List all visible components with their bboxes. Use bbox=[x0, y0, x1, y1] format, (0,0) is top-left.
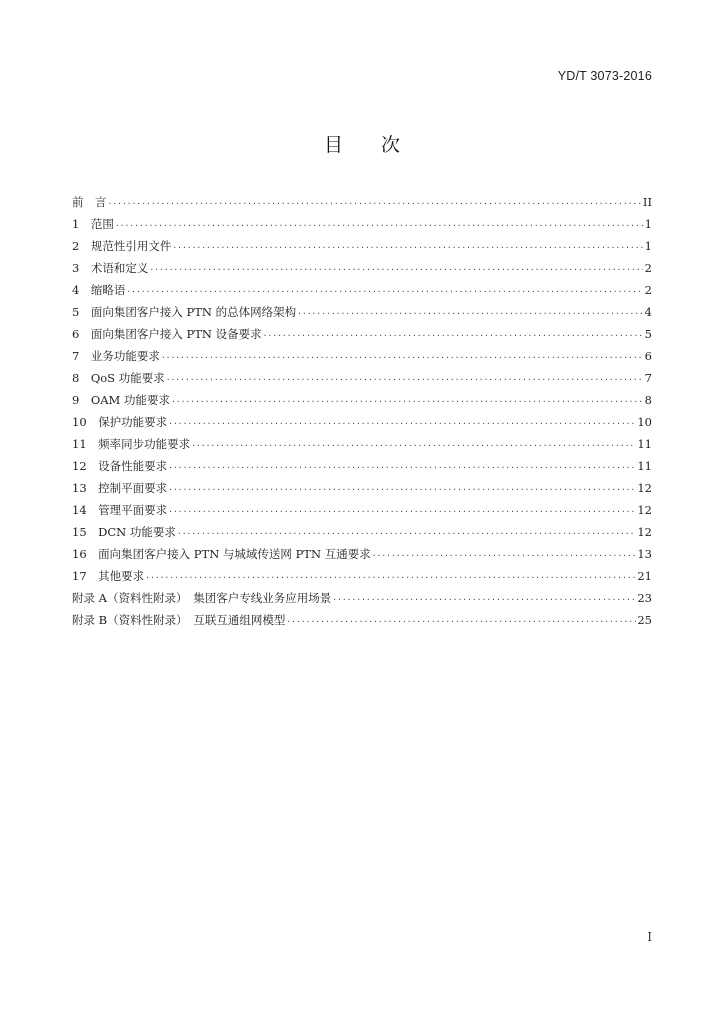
toc-entry-page: 11 bbox=[637, 459, 652, 473]
leader-dots bbox=[297, 303, 643, 325]
leader-dots bbox=[168, 457, 636, 479]
toc-entry[interactable] bbox=[72, 543, 652, 565]
leader-dots bbox=[126, 281, 643, 303]
toc-entry-page: 12 bbox=[637, 525, 652, 539]
toc-entry-page: 7 bbox=[644, 371, 652, 385]
toc-entry-page: 25 bbox=[637, 613, 652, 627]
toc-entry-label: 16 面向集团客户接入 PTN 与城域传送网 PTN 互通要求 bbox=[72, 547, 371, 561]
leader-dots bbox=[172, 237, 643, 259]
toc-entry-label: 4 缩略语 bbox=[72, 283, 126, 297]
toc-entry-label: 13 控制平面要求 bbox=[72, 481, 168, 495]
leader-dots bbox=[168, 479, 636, 501]
toc-entry[interactable] bbox=[72, 301, 652, 323]
toc-entry[interactable] bbox=[72, 257, 652, 279]
page-number: I bbox=[647, 930, 652, 944]
toc-entry-label: 7 业务功能要求 bbox=[72, 349, 160, 363]
toc-entry[interactable] bbox=[72, 213, 652, 235]
toc-entry-label: 8 QoS 功能要求 bbox=[72, 371, 165, 385]
toc-entry-page: 21 bbox=[637, 569, 652, 583]
toc-entry-page: 10 bbox=[637, 415, 652, 429]
toc-entry-label: 2 规范性引用文件 bbox=[72, 239, 172, 253]
toc-entry-label: 附录 B（资料性附录） 互联互通组网模型 bbox=[72, 613, 286, 627]
toc-entry[interactable] bbox=[72, 411, 652, 433]
toc-entry-page: 12 bbox=[637, 503, 652, 517]
leader-dots bbox=[161, 347, 643, 369]
toc-entry-page: II bbox=[642, 195, 652, 209]
standard-code: YD/T 3073-2016 bbox=[557, 69, 652, 83]
toc-entry[interactable] bbox=[72, 455, 652, 477]
toc-entry-page: 2 bbox=[644, 261, 652, 275]
toc-entry[interactable] bbox=[72, 499, 652, 521]
leader-dots bbox=[115, 215, 643, 237]
toc-entry[interactable] bbox=[72, 433, 652, 455]
toc-entry-page: 6 bbox=[644, 349, 652, 363]
toc-entry[interactable] bbox=[72, 389, 652, 411]
leader-dots bbox=[171, 391, 643, 413]
leader-dots bbox=[191, 435, 636, 457]
toc-entry[interactable] bbox=[72, 565, 652, 587]
leader-dots bbox=[149, 259, 643, 281]
toc-entry-label: 14 管理平面要求 bbox=[72, 503, 168, 517]
toc-entry-label: 15 DCN 功能要求 bbox=[72, 525, 176, 539]
toc-entry-label: 3 术语和定义 bbox=[72, 261, 149, 275]
leader-dots bbox=[286, 611, 636, 633]
toc-entry-page: 5 bbox=[644, 327, 652, 341]
toc-entry[interactable] bbox=[72, 235, 652, 257]
toc-entry[interactable] bbox=[72, 477, 652, 499]
table-of-contents bbox=[72, 191, 652, 631]
toc-entry[interactable] bbox=[72, 279, 652, 301]
toc-entry-label: 12 设备性能要求 bbox=[72, 459, 168, 473]
leader-dots bbox=[263, 325, 643, 347]
toc-entry-page: 12 bbox=[637, 481, 652, 495]
leader-dots bbox=[166, 369, 643, 391]
toc-entry-label: 5 面向集团客户接入 PTN 的总体网络架构 bbox=[72, 305, 297, 319]
toc-entry-label: 17 其他要求 bbox=[72, 569, 145, 583]
leader-dots bbox=[108, 193, 642, 215]
toc-entry-page: 1 bbox=[644, 217, 652, 231]
leader-dots bbox=[332, 589, 636, 611]
toc-entry[interactable] bbox=[72, 521, 652, 543]
toc-entry-label: 1 范围 bbox=[72, 217, 114, 231]
leader-dots bbox=[168, 501, 636, 523]
toc-entry-page: 13 bbox=[637, 547, 652, 561]
leader-dots bbox=[145, 567, 636, 589]
toc-entry[interactable] bbox=[72, 367, 652, 389]
toc-entry[interactable] bbox=[72, 345, 652, 367]
toc-entry-label: 前 言 bbox=[72, 195, 107, 209]
toc-entry-label: 附录 A（资料性附录） 集团客户专线业务应用场景 bbox=[72, 591, 332, 605]
toc-entry-label: 10 保护功能要求 bbox=[72, 415, 168, 429]
page-title: 目次 bbox=[323, 134, 438, 156]
toc-entry-label: 6 面向集团客户接入 PTN 设备要求 bbox=[72, 327, 262, 341]
toc-entry-page: 23 bbox=[637, 591, 652, 605]
leader-dots bbox=[168, 413, 636, 435]
toc-entry[interactable] bbox=[72, 191, 652, 213]
toc-entry-page: 2 bbox=[644, 283, 652, 297]
toc-entry-label: 11 频率同步功能要求 bbox=[72, 437, 191, 451]
leader-dots bbox=[372, 545, 637, 567]
toc-entry-page: 1 bbox=[644, 239, 652, 253]
toc-entry-page: 11 bbox=[637, 437, 652, 451]
toc-entry[interactable] bbox=[72, 609, 652, 631]
toc-entry-label: 9 OAM 功能要求 bbox=[72, 393, 170, 407]
leader-dots bbox=[177, 523, 636, 545]
toc-entry[interactable] bbox=[72, 323, 652, 345]
toc-entry[interactable] bbox=[72, 587, 652, 609]
toc-entry-page: 4 bbox=[644, 305, 652, 319]
toc-entry-page: 8 bbox=[644, 393, 652, 407]
